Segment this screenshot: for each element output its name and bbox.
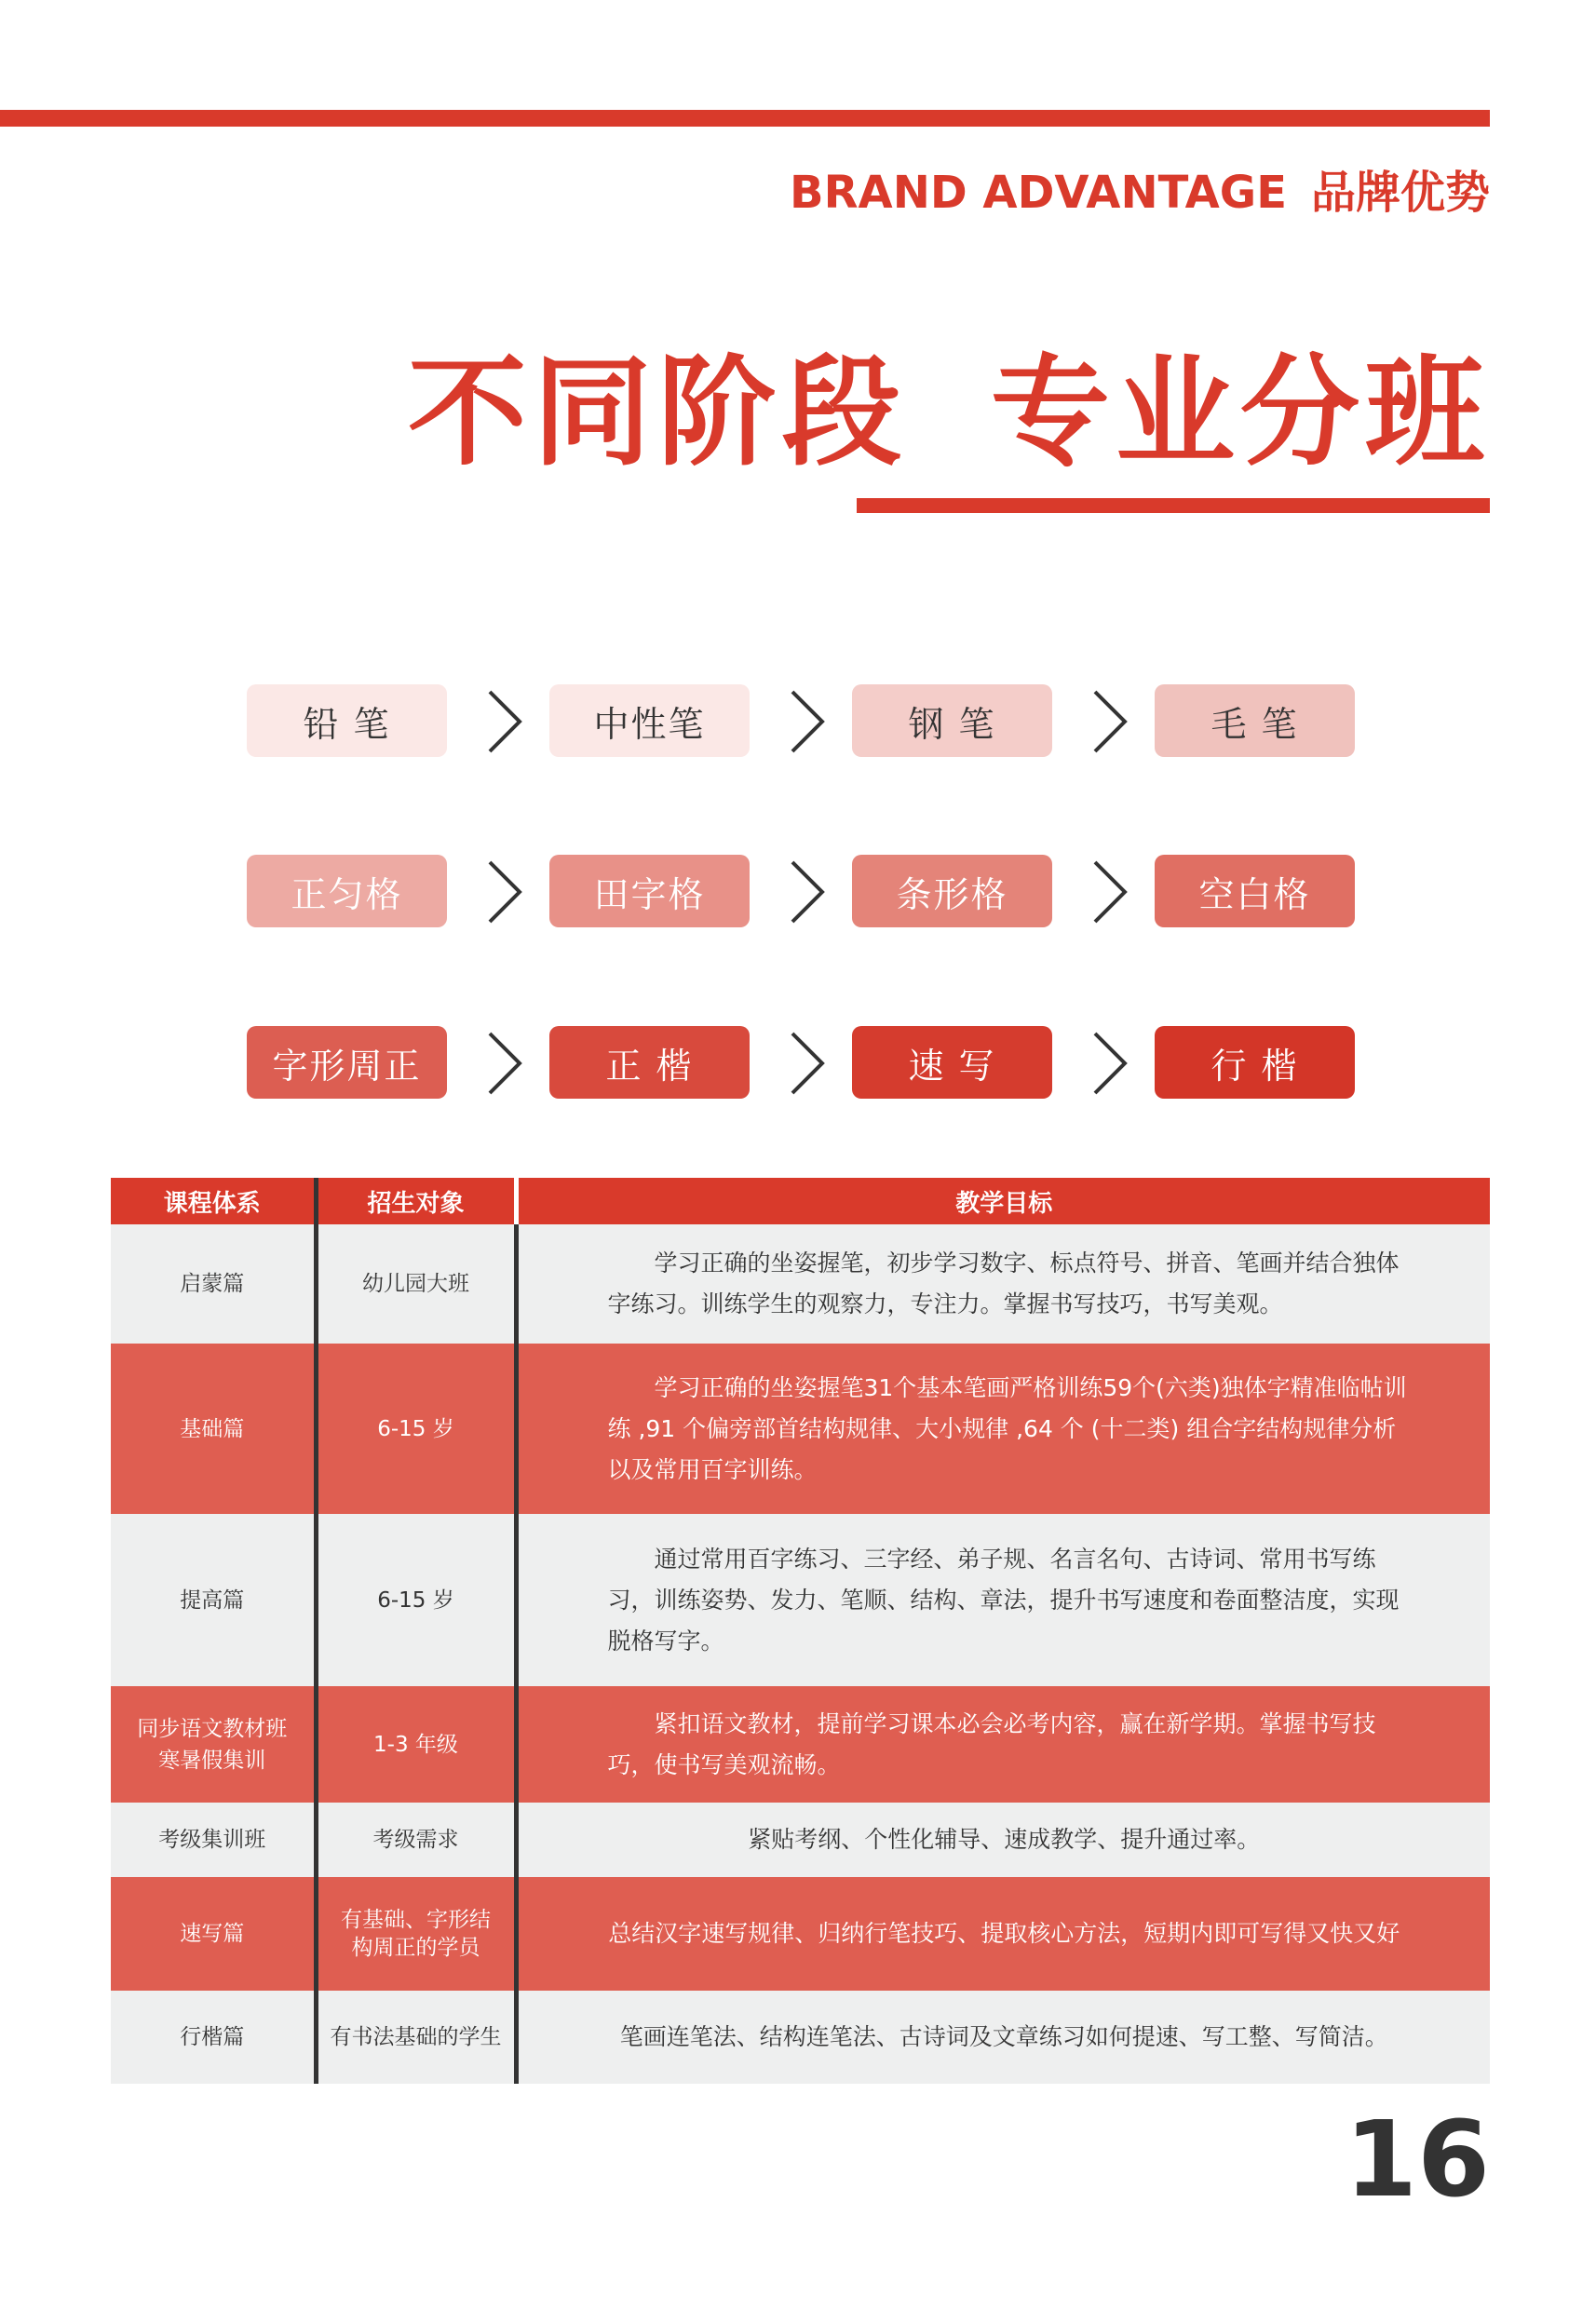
goal-cell xyxy=(516,1991,1490,2084)
stage-pill: 铅 笔 xyxy=(247,684,447,757)
goal-text: 紧贴考纲、个性化辅导、速成教学、提升通过率。 xyxy=(748,1826,1261,1853)
target-cell: 有书法基础的学生 xyxy=(316,1991,516,2084)
title-part1: 不同阶段 xyxy=(407,344,907,482)
target-cell: 1-3 年级 xyxy=(316,1686,516,1803)
brand-heading xyxy=(790,156,1490,221)
chevron-right-icon xyxy=(475,684,531,759)
course-cell: 基础篇 xyxy=(111,1344,316,1514)
target-cell: 考级需求 xyxy=(316,1803,516,1877)
chevron-right-icon xyxy=(778,1026,833,1101)
goal-cell xyxy=(516,1877,1490,1991)
goal-text: 学习正确的坐姿握笔31个基本笔画严格训练59个(六类)独体字精准临帖训练 ,91 个偏旁部首结构规律、大小规律 ,64 个 (十二类) 组合字结构规律分析以及常用百字训练。 xyxy=(607,1373,1407,1483)
course-cell: 启蒙篇 xyxy=(111,1224,316,1344)
stage-pill: 钢 笔 xyxy=(852,684,1052,757)
header-goal: 教学目标 xyxy=(516,1178,1490,1224)
goal-cell xyxy=(516,1224,1490,1344)
progression-row xyxy=(247,684,1355,759)
header-target: 招生对象 xyxy=(316,1178,516,1224)
chevron-right-icon xyxy=(778,684,833,759)
goal-cell xyxy=(516,1514,1490,1686)
stage-pill: 中性笔 xyxy=(549,684,750,757)
table-row xyxy=(111,1344,1490,1514)
stage-pill: 行 楷 xyxy=(1155,1026,1355,1099)
chevron-right-icon xyxy=(1080,684,1136,759)
table-row xyxy=(111,1686,1490,1803)
target-cell: 6-15 岁 xyxy=(316,1514,516,1686)
goal-text: 总结汉字速写规律、归纳行笔技巧、提取核心方法，短期内即可写得又快又好 xyxy=(608,1920,1400,1947)
title-underline xyxy=(857,498,1490,513)
goal-text: 通过常用百字练习、三字经、弟子规、名言名句、古诗词、常用书写练习，训练姿势、发力、笔顺、结构、章法，提升书写速度和卷面整洁度，实现脱格写字。 xyxy=(607,1545,1400,1655)
stage-pill: 毛 笔 xyxy=(1155,684,1355,757)
stage-pill: 空白格 xyxy=(1155,855,1355,927)
goal-cell xyxy=(516,1686,1490,1803)
table-row xyxy=(111,1877,1490,1991)
table-row xyxy=(111,1803,1490,1877)
course-cell: 行楷篇 xyxy=(111,1991,316,2084)
table-row xyxy=(111,1514,1490,1686)
table-header-row xyxy=(111,1178,1490,1224)
top-rule xyxy=(0,110,1490,127)
chevron-right-icon xyxy=(1080,855,1136,929)
course-table xyxy=(111,1178,1490,2084)
target-cell: 幼儿园大班 xyxy=(316,1224,516,1344)
stage-pill: 田字格 xyxy=(549,855,750,927)
stage-pill: 正匀格 xyxy=(247,855,447,927)
brand-zh: 品牌优势 xyxy=(1310,167,1490,219)
stage-pill: 字形周正 xyxy=(247,1026,447,1099)
table-row xyxy=(111,1224,1490,1344)
course-cell: 同步语文教材班 寒暑假集训 xyxy=(111,1686,316,1803)
brand-en: BRAND ADVANTAGE xyxy=(790,167,1287,219)
course-cell: 考级集训班 xyxy=(111,1803,316,1877)
stage-pill: 条形格 xyxy=(852,855,1052,927)
stage-pill: 速 写 xyxy=(852,1026,1052,1099)
stage-pill: 正 楷 xyxy=(549,1026,750,1099)
target-cell: 有基础、字形结 构周正的学员 xyxy=(316,1877,516,1991)
course-cell: 提高篇 xyxy=(111,1514,316,1686)
header-course: 课程体系 xyxy=(111,1178,316,1224)
goal-cell xyxy=(516,1803,1490,1877)
goal-text: 学习正确的坐姿握笔，初步学习数字、标点符号、拼音、笔画并结合独体字练习。训练学生的观察力，专注力。掌握书写技巧，书写美观。 xyxy=(607,1250,1400,1317)
chevron-right-icon xyxy=(1080,1026,1136,1101)
course-cell: 速写篇 xyxy=(111,1877,316,1991)
page-title xyxy=(408,317,1490,488)
progression-row xyxy=(247,1026,1355,1101)
chevron-right-icon xyxy=(778,855,833,929)
table-row xyxy=(111,1991,1490,2084)
chevron-right-icon xyxy=(475,1026,531,1101)
goal-text: 笔画连笔法、结构连笔法、古诗词及文章练习如何提速、写工整、写简洁。 xyxy=(619,2023,1388,2050)
progression-row xyxy=(247,855,1355,929)
page-number: 16 xyxy=(1345,2100,1490,2221)
chevron-right-icon xyxy=(475,855,531,929)
target-cell: 6-15 岁 xyxy=(316,1344,516,1514)
title-part2: 专业分班 xyxy=(990,344,1490,482)
goal-text: 紧扣语文教材，提前学习课本必会必考内容，赢在新学期。掌握书写技巧，使书写美观流畅。 xyxy=(607,1709,1376,1778)
goal-cell xyxy=(516,1344,1490,1514)
